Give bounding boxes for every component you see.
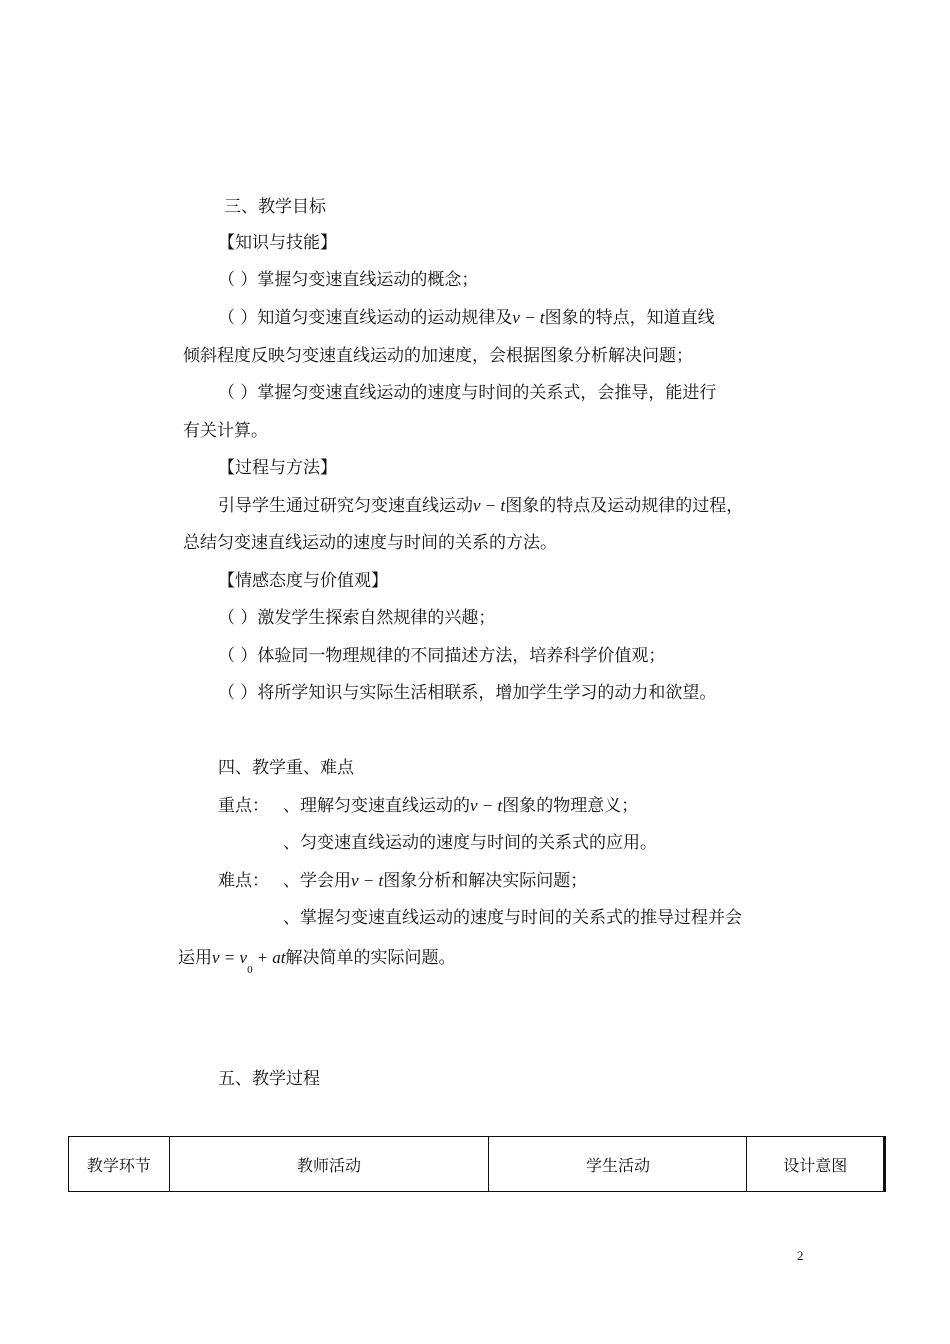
- emotion-item-3: （ ）将所学知识与实际生活相联系，增加学生学习的动力和欲望。: [218, 683, 717, 703]
- key-points-heading: 四、教学重、难点: [218, 758, 354, 778]
- emotion-item-1: （ ）激发学生探索自然规律的兴趣；: [218, 608, 496, 628]
- teaching-process-table: [68, 1136, 886, 1192]
- knowledge-item-3-cont: 有关计算。: [183, 421, 268, 441]
- knowledge-item-2-post: 图象的特点，知道直线: [544, 308, 715, 328]
- focus-item-2: 、匀变速直线运动的速度与时间的关系式的应用。: [283, 833, 657, 853]
- focus-item-1-pre: 、理解匀变速直线运动的: [283, 796, 470, 816]
- focus-item-1: [283, 794, 638, 818]
- table-header-row: [69, 1137, 885, 1192]
- difficulty-item-1-post: 图象分析和解决实际问题；: [383, 871, 588, 891]
- difficulty-item-2-cont-post: 解决简单的实际问题。: [285, 948, 456, 968]
- vt-symbol: v − t: [512, 308, 545, 327]
- knowledge-item-3: （ ）掌握匀变速直线运动的速度与时间的关系式，会推导，能进行: [218, 383, 717, 403]
- process-method-title: 【过程与方法】: [218, 458, 337, 478]
- difficulty-item-2: 、掌握匀变速直线运动的速度与时间的关系式的推导过程并会: [283, 908, 742, 928]
- objectives-heading: 三、教学目标: [224, 197, 326, 217]
- knowledge-item-1: （ ）掌握匀变速直线运动的概念；: [218, 270, 479, 290]
- vt-symbol: v − t: [473, 496, 506, 515]
- table-header-cell: 设计意图: [747, 1137, 885, 1192]
- table-header-cell: 教师活动: [169, 1137, 489, 1192]
- table-header-cell: 学生活动: [489, 1137, 747, 1192]
- emotion-item-2: （ ）体验同一物理规律的不同描述方法，培养科学价值观；: [218, 646, 666, 666]
- process-method-text-pre: 引导学生通过研究匀变速直线运动: [218, 496, 473, 516]
- focus-item-1-post: 图象的物理意义；: [502, 796, 639, 816]
- process-method-text-post: 图象的特点及运动规律的过程，: [505, 496, 744, 516]
- emotion-title: 【情感态度与价值观】: [218, 571, 388, 591]
- vt-symbol: v − t: [351, 871, 384, 890]
- process-section-heading: 五、教学过程: [218, 1069, 320, 1089]
- difficulty-item-2-cont-pre: 运用: [178, 948, 212, 968]
- velocity-formula-part-a: v = v: [212, 948, 248, 967]
- velocity-formula-subscript: 0: [247, 964, 253, 976]
- process-method-text: [218, 494, 743, 518]
- focus-label: 重点：: [218, 796, 269, 816]
- table-header-cell: 教学环节: [69, 1137, 170, 1192]
- difficulty-item-1-pre: 、学会用: [283, 871, 351, 891]
- difficulty-item-1: [283, 869, 587, 893]
- difficulty-label: 难点：: [218, 871, 269, 891]
- knowledge-title: 【知识与技能】: [218, 233, 337, 253]
- page-number: 2: [797, 1248, 804, 1263]
- vt-symbol: v − t: [470, 796, 503, 815]
- knowledge-item-2-cont: 倾斜程度反映匀变速直线运动的加速度，会根据图象分析解决问题；: [183, 346, 693, 366]
- knowledge-item-2: [218, 306, 715, 330]
- knowledge-item-2-pre: （ ）知道匀变速直线运动的运动规律及: [218, 308, 513, 328]
- velocity-formula-part-b: + at: [256, 948, 286, 967]
- difficulty-item-2-cont: [178, 946, 456, 976]
- process-method-text-cont: 总结匀变速直线运动的速度与时间的关系的方法。: [183, 533, 557, 553]
